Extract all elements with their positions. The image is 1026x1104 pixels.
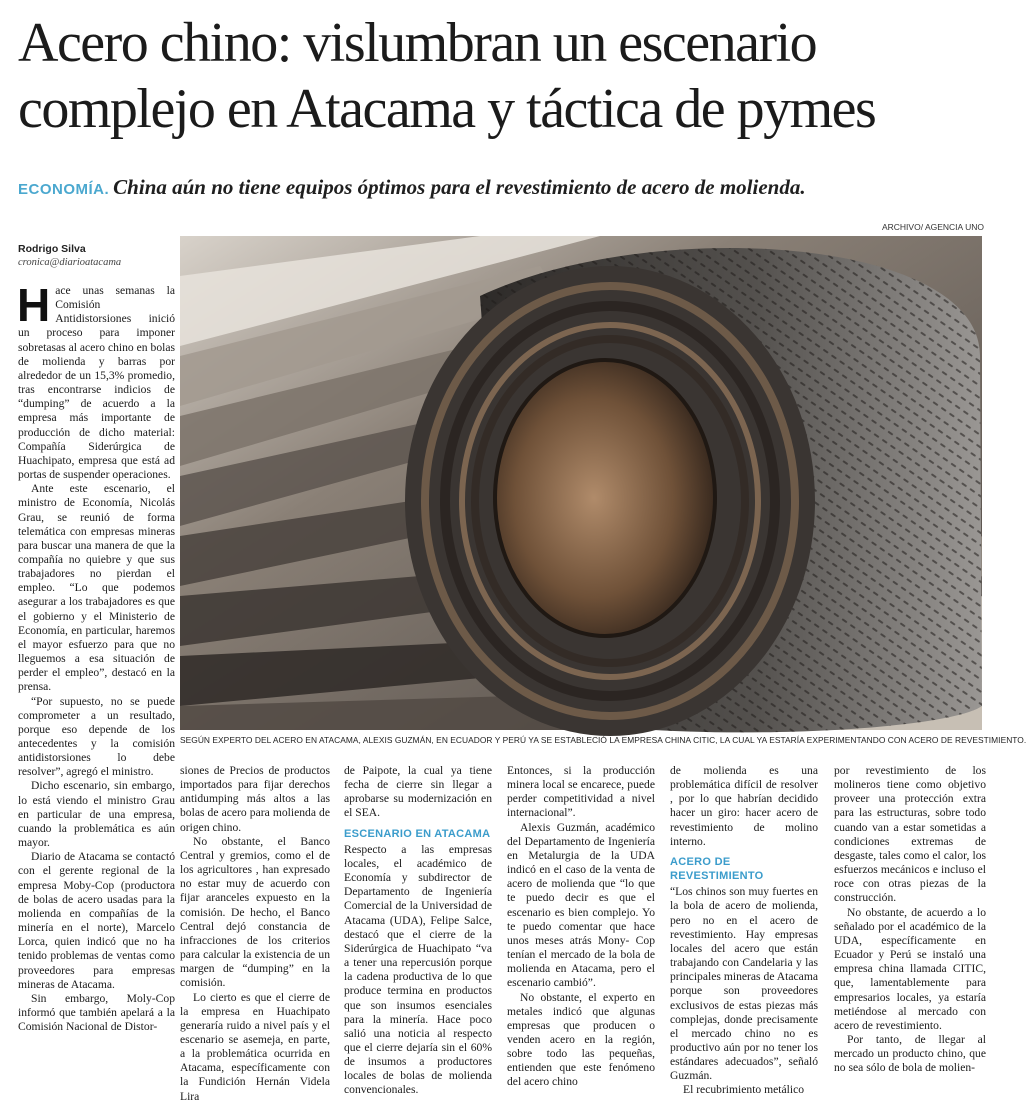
paragraph: No obstante, el Banco Central y gremios, como el de los agricultores , han expresado no estar muy de acuerdo con fijar aranceles expuesto en la comisión. De hecho, el Banco Central dejó constancia de infracciones de los criterios para calcular la existencia de un margen de “dumping” en la comisión. [180, 834, 330, 990]
paragraph: Diario de Atacama se contactó con el gerente regional de la empresa Moby-Cop (productora de bolas de acero usadas para la molienda en compañías de la minería en el norte), Marcelo Lorca, quien indicó que no ha tenido problemas de ventas como proveedores para empresas mineras de Atacama. [18, 850, 175, 991]
paragraph: de molienda es una problemática difícil de resolver , por lo que habrían decidido hacer un giro: hacer acero de revestimiento de molino interno. [670, 764, 818, 848]
article-column-4 [507, 764, 655, 1099]
author-name: Rodrigo Silva [18, 243, 86, 255]
paragraph: de Paipote, la cual ya tiene fecha de cierre sin llegar a aprobarse su modernización en el SEA. [344, 764, 492, 820]
article-column-6 [834, 764, 986, 1099]
paragraph: Alexis Guzmán, académico del Departamento de Ingeniería en Metalurgia de la UDA indicó en el caso de la venta de acero de molienda que “lo que te puedo decir es que el escenario es bien complejo. Yo te puedo comentar que hace unos meses atrás Mony- Cop tenían el mercado de la bola de molienda en Atacama, pero el escenario cambió”. [507, 820, 655, 990]
paragraph: “Los chinos son muy fuertes en la bola de acero de molienda, pero no en el acero de revestimiento. Hay empresas locales del acero que están trabajando con Candelaria y las principales mineras de Atacama porque son proveedores exclusivos de estas piezas más complejas, donde precisamente el mercado chino no es productivo aún por no tener los estándares adecuados”, señaló Guzmán. [670, 885, 818, 1083]
paragraph: Ante este escenario, el ministro de Economía, Nicolás Grau, se reunió de forma telemática con empresas mineras para buscar una manera de que la compañía no quiebre y que sus trabajadores no pierdan el empleo. “Lo que podemos asegurar a los trabajadores es que el gobierno y el Ministerio de Economía, en particular, haremos el mayor esfuerzo para que no lleguemos a esa situación de perder el empleo”, destacó en la prensa. [18, 482, 175, 694]
photo-credit: ARCHIVO/ AGENCIA UNO [881, 222, 984, 232]
paragraph: Por tanto, de llegar al mercado un producto chino, que no sea sólo de bola de molien- [834, 1032, 986, 1075]
subheading: ESCENARIO EN ATACAMA [344, 827, 491, 840]
author-email: cronica@diarioatacama [18, 257, 122, 268]
article-column-3 [344, 764, 492, 1099]
paragraph: No obstante, de acuerdo a lo señalado por el académico de la UDA, específicamente en Ecuador y Perú se instaló una empresa china llamada CITIC, que, lamentablemente para empresarios locales, ya estaría metiéndose al mercado con acero de revestimiento. [834, 905, 986, 1032]
paragraph [17, 279, 175, 482]
paragraph: siones de Precios de productos importados para fijar derechos antidumping más altos a las bolas de acero para molienda de origen chino. [180, 764, 330, 834]
paragraph: Dicho escenario, sin embargo, lo está viendo el ministro Grau en particular de una empresa, cuando la problemática es aún mayor. [18, 779, 175, 850]
photo-caption: SEGÚN EXPERTO DEL ACERO EN ATACAMA, ALEXIS GUZMÁN, EN ECUADOR Y PERÚ YA SE ESTABLECIÓ LA EMPRESA CHINA CITIC, LA CUAL YA ESTARÍA EXPERIMENTANDO CON ACERO DE REVESTIMIENTO. [180, 735, 1026, 745]
steel-coil-illustration [180, 236, 982, 730]
paragraph: “Por supuesto, no se puede comprometer a un resultado, porque eso depende de los antecedentes y la comisión antidistorsiones lo debe resolver”, agregó el ministro. [18, 694, 175, 779]
section-kicker: ECONOMÍA. [18, 181, 110, 198]
paragraph: Lo cierto es que el cierre de la empresa en Huachipato generaría ruido a nivel país y el escenario se asemeja, en parte, a la problemática ocurrida en Atacama, específicamente con la Fundición Hernán Videla Lira [180, 990, 330, 1103]
paragraph: El recubrimiento metálico [683, 1083, 805, 1097]
headline: Acero chino: vislumbran un escenario complejo en Atacama y táctica de pymes [18, 12, 876, 140]
steel-coil-photo [180, 236, 982, 730]
article-column-5 [670, 764, 818, 1099]
article-column-1 [17, 279, 175, 1034]
deck-text: China aún no tiene equipos óptimos para el revestimiento de acero de molienda. [113, 175, 806, 199]
paragraph: Sin embargo, Moly-Cop informó que también apelará a la Comisión Nacional de Distor- [18, 991, 175, 1034]
article-column-2 [180, 764, 330, 1103]
paragraph: por revestimiento de los molineros tiene como objetivo proveer una protección extra para las estructuras, sobre todo cuando van a estar sometidas a condiciones extremas de desgaste, tales como el calor, los esfuerzos mecánicos e incluso el roce con otras piezas de la construcción. [834, 764, 986, 905]
subheading: ACERO DE REVESTIMIENTO [670, 855, 764, 883]
paragraph: No obstante, el experto en metales indicó que algunas empresas que producen o venden acero en la región, sobre todo las pequeñas, entienden que este fenómeno del acero chino [507, 990, 655, 1089]
paragraph-text: ace unas semanas la Comisión Antidistorsiones inició un proceso para imponer sobretasas al acero chino en bolas de molienda y barras por alrededor de un 15,3% promedio, tras encontrarse indicios de “dumping” de acuerdo a la empresa más importante de producción de dicho material: Compañía Siderúrgica de Huachipato, empresa que está ad portas de suspender operaciones. [18, 284, 175, 482]
paragraph: Respecto a las empresas locales, el académico de Economía y subdirector de Departamento de Ingeniería Comercial de la Universidad de Atacama (UDA), Felipe Salce, destacó que el cierre de la Siderúrgica de Huachipato “va a tener una repercusión porque la cadena productiva de lo que produce termina en productos que son insumos esenciales para la minería. Hace poco salió una noticia al respecto que el cierre dejaría sin el 60% de insumos a productores locales de bolas de molienda convencionales. [344, 842, 492, 1097]
deck [18, 174, 988, 203]
dropcap: H [17, 279, 51, 331]
paragraph: Entonces, si la producción minera local se encarece, puede perder competitividad a nivel internacional”. [507, 764, 655, 820]
